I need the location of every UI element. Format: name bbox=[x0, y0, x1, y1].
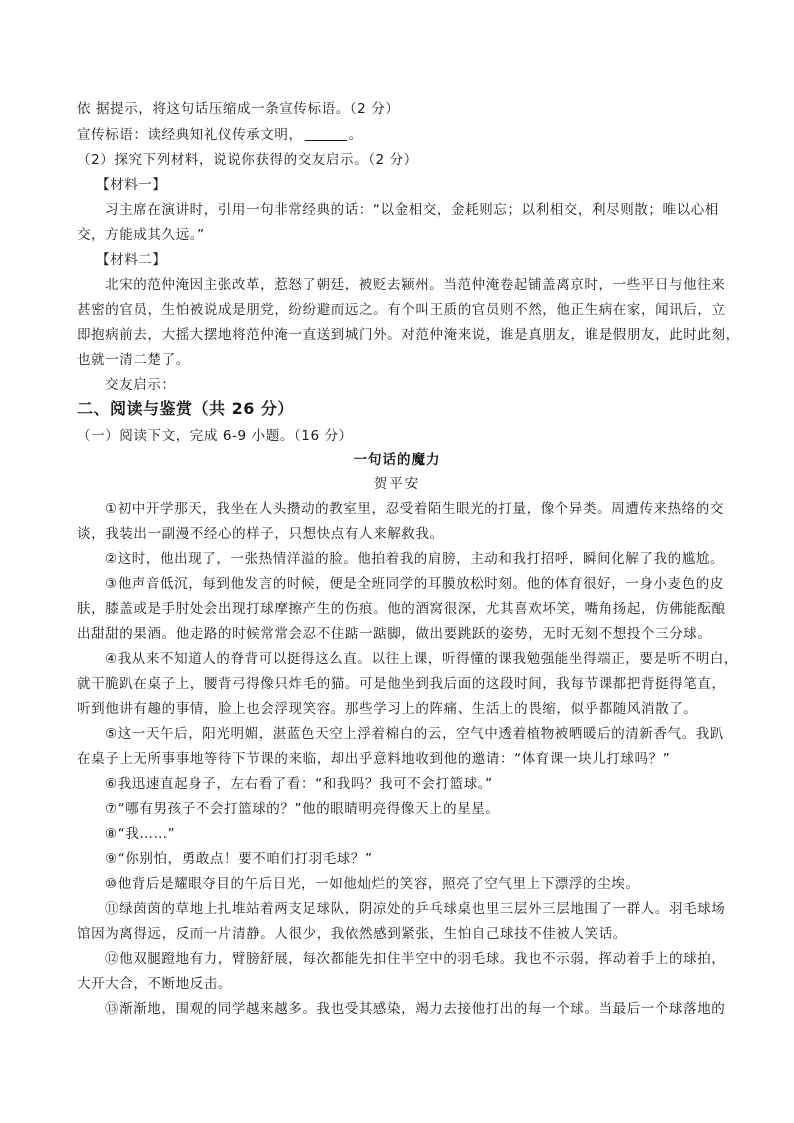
paragraph-line: ⑫他双腿蹬地有力，臂膀舒展，每次都能先扣住半空中的羽毛球。我也不示弱，挥动着手上的球拍， bbox=[105, 951, 726, 967]
paragraph-line: ⑥我迅速直起身子，左右看了看：“和我吗？我可不会打篮球。” bbox=[105, 776, 493, 792]
material-2-label: 【材料二】 bbox=[96, 252, 167, 268]
paragraph-line: ⑦“哪有男孩子不会打篮球的？”他的眼睛明亮得像天上的星星。 bbox=[105, 801, 500, 817]
paragraph-line: 馆因为离得远，反而一片清静。人很少，我依然感到紧张，生怕自己球技不佳被人笑话。 bbox=[77, 926, 627, 942]
material-2-line: 即抱病前去，大摇大摆地将范仲淹一直送到城门外。对范仲淹来说，谁是真朋友，谁是假朋友，此时此刻， bbox=[77, 327, 740, 343]
answer-blank[interactable] bbox=[305, 126, 347, 141]
material-1-line: 习主席在演讲时，引用一句非常经典的话：“以金相交，金耗则忘；以利相交，利尽则散；唯以心相 bbox=[105, 202, 719, 218]
paragraph-line: 听到他讲有趣的事情，脸上也会浮现笑容。那些学习上的阵痛、生活上的畏缩，似乎都随风消散了。 bbox=[77, 701, 698, 717]
paragraph-line: 谈，我装出一副漫不经心的样子，只想快点有人来解救我。 bbox=[77, 526, 444, 542]
slogan-suffix: 。 bbox=[348, 127, 363, 143]
paragraph-line: ⑤这一天午后，阳光明媚，湛蓝色天空上浮着棉白的云，空气中透着植物被晒暖后的清新香气。我趴 bbox=[105, 726, 725, 742]
paragraph-line: ③他声音低沉，每到他发言的时候，便是全班同学的耳膜放松时刻。他的体育很好，一身小麦色的皮 bbox=[105, 576, 725, 592]
paragraph-line: 就干脆趴在桌子上，腰背弓得像只炸毛的猫。可是他坐到我后面的这段时间，我每节课都把背挺得笔直， bbox=[77, 676, 726, 692]
paragraph-line: 大开大合，不断地反击。 bbox=[77, 976, 233, 992]
material-2-line: 甚密的官员，生怕被说成是朋党，纷纷避而远之。有个叫王质的官员则不然，他正生病在家，闻讯后，立 bbox=[77, 302, 726, 318]
material-2-line: 也就一清二楚了。 bbox=[77, 352, 190, 368]
subquestion-2: （2）探究下列材料，说说你获得的交友启示。（2 分） bbox=[77, 152, 418, 168]
paragraph-line: ⑪绿茵茵的草地上扎堆站着两支足球队，阴凉处的乒乓球桌也里三层外三层地围了一群人。羽毛球场 bbox=[105, 901, 726, 917]
paragraph-line: ④我从来不知道人的脊背可以挺得这么直。以往上课，听得懂的课我勉强能坐得端正，要是听不明白， bbox=[105, 651, 739, 667]
material-1-line: 交，方能成其久远。” bbox=[77, 227, 205, 243]
subsection-1-instruction: （一）阅读下文，完成 6-9 小题。（16 分） bbox=[77, 428, 353, 444]
paragraph-line: ②这时，他出现了，一张热情洋溢的脸。他拍着我的肩膀，主动和我打招呼，瞬间化解了我的尴尬。 bbox=[105, 551, 725, 567]
paragraph-line: ⑩他背后是耀眼夺目的午后日光，一如他灿烂的笑容，照亮了空气里上下漂浮的尘埃。 bbox=[105, 876, 640, 892]
paragraph-line: ⑬渐渐地，围观的同学越来越多。我也受其感染，竭力去接他打出的每一个球。当最后一个球落地的 bbox=[105, 1001, 726, 1017]
paragraph-line: 肤，膝盖或是手肘处会出现打球摩擦产生的伤痕。他的酒窝很深，尤其喜欢坏笑，嘴角扬起，仿佛能酝酿 bbox=[77, 601, 726, 617]
question-prompt-line: 依 据提示，将这句话压缩成一条宣传标语。（2 分） bbox=[77, 101, 400, 117]
material-2-line: 北宋的范仲淹因主张改革，惹怒了朝廷，被贬去颍州。当范仲淹卷起铺盖离京时，一些平日与他往来 bbox=[105, 277, 726, 293]
article-title: 一句话的魔力 bbox=[353, 452, 441, 468]
paragraph-line: ⑧“我……” bbox=[105, 826, 176, 842]
paragraph-line: ⑨“你别怕，勇敢点！要不咱们打羽毛球？” bbox=[105, 851, 373, 867]
paragraph-line: 出甜甜的果酒。他走路的时候常常会忍不住踮一踮脚，做出要跳跃的姿势，无时无刻不想投个三分球。 bbox=[77, 626, 712, 642]
paragraph-line: ①初中开学那天，我坐在人头攒动的教室里，忍受着陌生眼光的打量，像个异类。周遭传来热络的交 bbox=[105, 501, 725, 517]
slogan-line bbox=[77, 126, 363, 144]
paragraph-line: 在桌子上无所事事地等待下节课的来临，却出乎意料地收到他的邀请：“体育课一块儿打球吗？” bbox=[77, 751, 671, 767]
slogan-prefix: 宣传标语：读经典知礼仪传承文明， bbox=[77, 127, 303, 143]
answer-label: 交友启示： bbox=[105, 377, 176, 393]
section-2-heading: 二、阅读与鉴赏（共 26 分） bbox=[77, 399, 294, 418]
article-author: 贺平安 bbox=[373, 476, 421, 492]
material-1-label: 【材料一】 bbox=[96, 177, 167, 193]
